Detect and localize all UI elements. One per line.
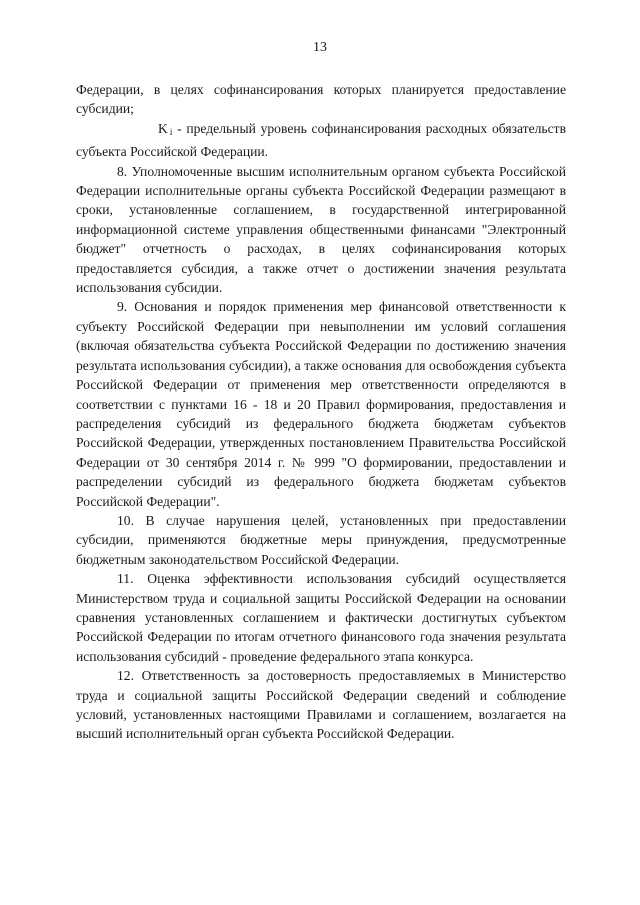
paragraph-ki-definition <box>76 119 566 162</box>
paragraph-8: 8. Уполномоченные высшим исполнительным органом субъекта Российской Федерации исполнительные органы субъекта Российской Федерации размещают в сроки, установленные соглашением, в государственной интегрированной информационной системе управления общественными финансами "Электронный бюджет" отчетность о расходах, в целях софинансирования которых предоставляется субсидия, а также отчет о достижении значения результата использования субсидии. <box>76 163 566 296</box>
paragraph-12: 12. Ответственность за достоверность предоставляемых в Министерство труда и социальной защиты Российской Федерации сведений и соблюдение условий, установленных настоящими Правилами и соглашением, возлагается на высший исполнительный орган субъекта Российской Федерации. <box>76 668 566 742</box>
paragraph-continuation: Федерации, в целях софинансирования которых планируется предоставление субсидии; <box>76 82 566 117</box>
ki-symbol: K $_i$ <box>158 120 173 137</box>
paragraph-10: 10. В случае нарушения целей, установленных при предоставлении субсидии, применяются бюджетные меры принуждения, предусмотренные бюджетным законодательством Российской Федерации. <box>76 512 566 567</box>
paragraph-9: 9. Основания и порядок применения мер финансовой ответственности к субъекту Российской Федерации при невыполнении им условий соглашения (включая обязательства субъекта Российской Федерации по достижению значения результата использования субсидии), а также основания для освобождения субъекта Российской Федерации от применения мер ответственности определяются в соответствии с пунктами 16 - 18 и 20 Правил формирования, предоставления и распределения субсидий из федерального бюджета бюджетам субъектов Российской Федерации, утвержденных постановлением Правительства Российской Федерации от 30 сентября 2014 г. № 999 "О формировании, предоставлении и распределении субсидий из федерального бюджета бюджетам субъектов Российской Федерации". <box>76 299 566 509</box>
page-number: 13 <box>313 40 327 55</box>
ki-definition-text: - предельный уровень софинансирования расходных обязательств субъекта Российской Федерации. <box>76 120 566 160</box>
document-body <box>76 80 566 744</box>
paragraph-11: 11. Оценка эффективности использования субсидий осуществляется Министерством труда и социальной защиты Российской Федерации на основании сравнения установленных соглашением и фактически достигнутых субъектом Российской Федерации по итогам отчетного финансового года значения результата использования субсидий - проведение федерального этапа конкурса. <box>76 571 566 664</box>
